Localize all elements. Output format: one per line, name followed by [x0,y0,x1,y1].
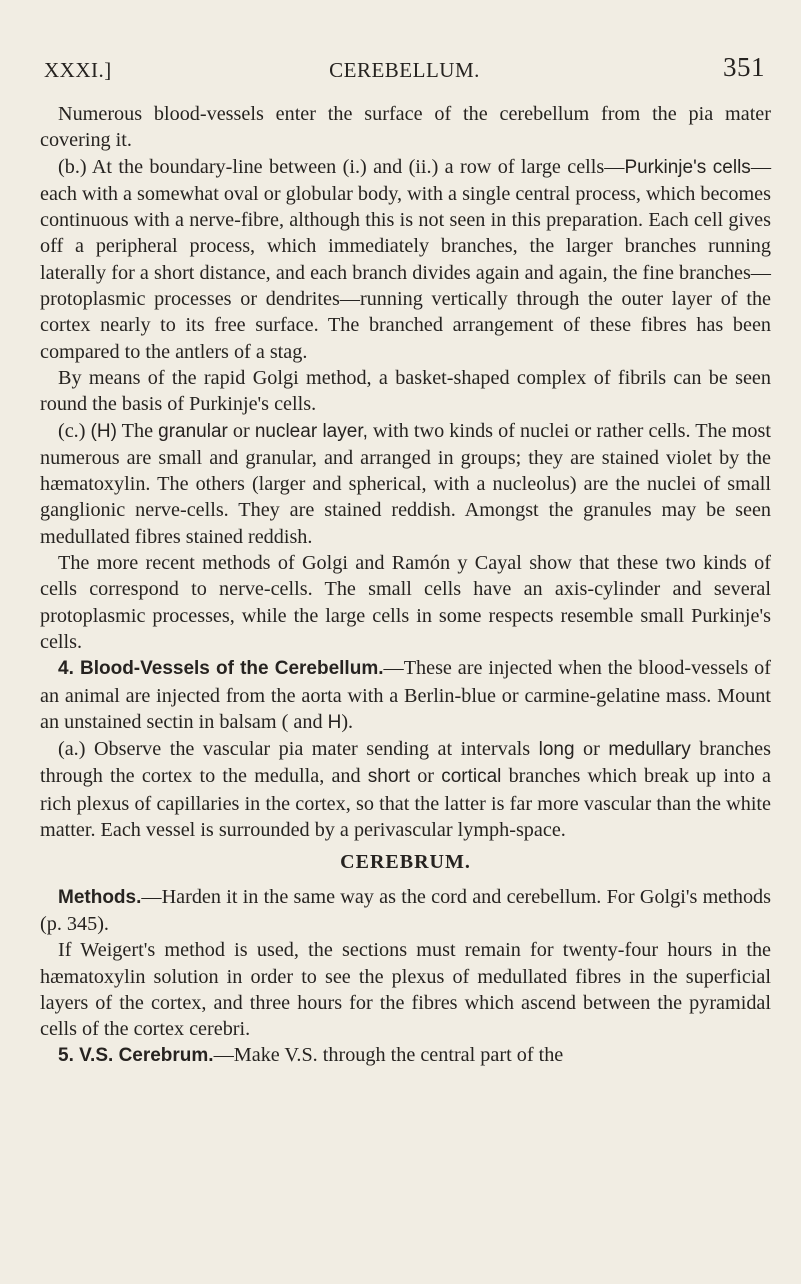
section-title-vs-cerebrum: 5. V.S. Cerebrum. [58,1045,214,1067]
paragraph: (a.) Observe the vascular pia mater sending at intervals long or medullary branches through the cortex to the medulla, and short or cortical branches which break up into a rich plexus of capillaries in the cortex, so that the latter is far more vascular than the white matter. Each vessel is surrounded by a perivascular lymph-space. [40,738,771,842]
running-title: CEREBELLUM. [329,58,480,82]
paragraph: By means of the rapid Golgi method, a basket-shaped complex of fibrils can be seen round the basis of Purkinje's cells. [40,366,771,416]
term-granular: granular [158,420,228,442]
paragraph: If Weigert's method is used, the sections must remain for twenty-four hours in the hæmatoxylin solution in order to see the plexus of medullated fibres in the superficial layers of the cortex, and three hours for the fibres which ascend between the pyramidal cells of the cortex cerebri. [40,939,771,1041]
paragraph: Methods.—Harden it in the same way as the cord and cerebellum. For Golgi's methods (p. 345). [40,885,771,935]
paragraph: Numerous blood-vessels enter the surface of the cerebellum from the pia mater covering it. [40,103,771,152]
term-purkinje-cells: Purkinje's cells [624,156,751,178]
term-nuclear-layer: nuclear layer, [254,420,368,442]
running-header [44,48,765,82]
page-number: 351 [723,52,765,82]
term-short: short [367,766,411,788]
body-text [40,101,771,1070]
label-methods: Methods. [58,886,142,908]
term-long: long [538,739,575,761]
paragraph: 5. V.S. Cerebrum.—Make V.S. through the central part of the [58,1044,564,1067]
chapter-number: XXXI.] [44,58,112,82]
paragraph: (b.) At the boundary-line between (i.) and (ii.) a row of large cells—Purkinje's cells—each with a somewhat oval or globular body, with a single central process, which becomes continuous with a nerve-fibre, although this is not seen in this preparation. Each cell gives off a peripheral process, which immediately branches, the larger branches running laterally for a short distance, and each branch divides again and again, the fine branches—protoplasmic processes or dendrites—running vertically through the outer layer of the cortex nearly to its free surface. The branched arrangement of these fibres has been compared to the antlers of a stag. [40,155,771,363]
paragraph: 4. Blood-Vessels of the Cerebellum.—These are injected when the blood-vessels of an animal are injected from the aorta with a Berlin-blue or carmine-gelatine mass. Mount an unstained sectin in balsam ( and H). [40,657,771,733]
term-cortical: cortical [441,766,502,788]
section-heading-cerebrum: CEREBRUM. [340,851,471,874]
section-title-blood-vessels: 4. Blood-Vessels of the Cerebellum. [58,658,384,680]
term-medullary: medullary [608,739,691,761]
paragraph: The more recent methods of Golgi and Ramón y Cayal show that these two kinds of cells correspond to nerve-cells. The small cells have an axis-cylinder and several protoplasmic processes, while the large cells in some respects resemble small Purkinje's cells. [40,552,771,653]
paragraph: (c.) (H) The granular or nuclear layer, with two kinds of nuclei or rather cells. The most numerous are small and granular, and arranged in groups; they are stained violet by the hæmatoxylin. The others (larger and spherical, with a nucleolus) are the nuclei of small ganglionic nerve-cells. They are stained reddish. Amongst the granules may be seen medullated fibres stained reddish. [40,419,771,548]
